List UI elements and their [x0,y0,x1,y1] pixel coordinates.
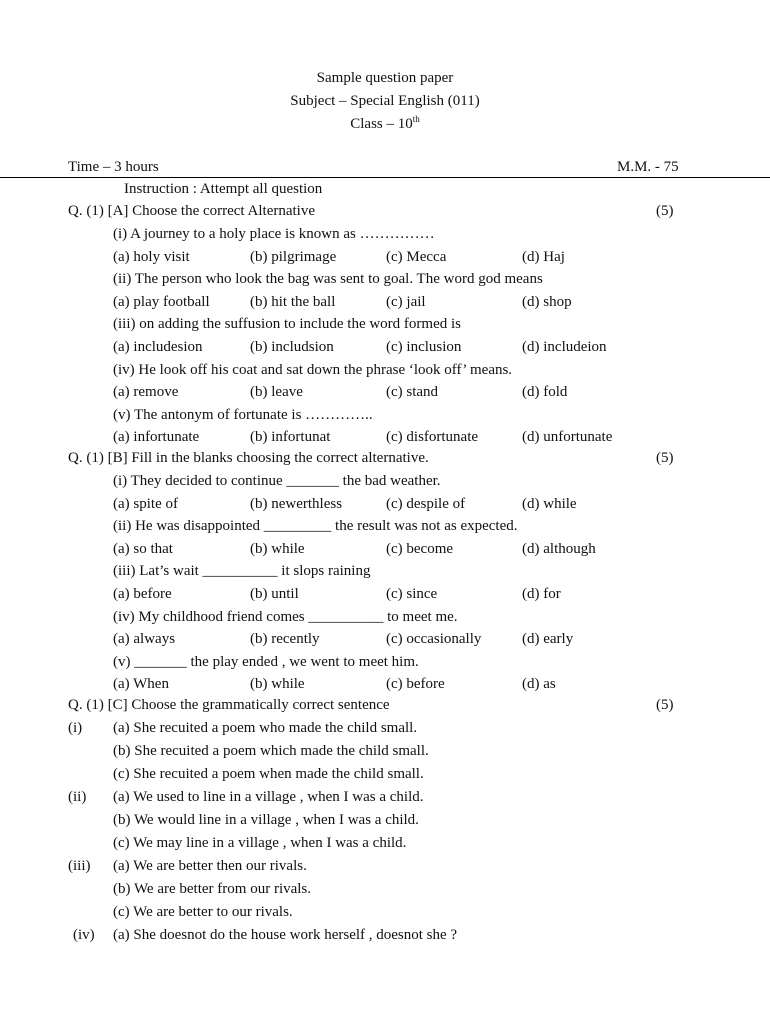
option-d: (d) shop [522,293,572,310]
section-c-heading: Q. (1) [C] Choose the grammatically correct sentence [68,697,390,713]
option-d: (d) early [522,631,574,648]
section-b-marks: (5) [656,450,674,466]
option-c: (c) before [386,676,445,693]
option-d: (d) includeion [522,339,607,355]
option-b: (b) while [250,676,305,693]
question-text: (ii) The person who look the bag was sent to goal. The word god means [113,271,543,288]
option-a: (a) includesion [113,339,203,355]
option-a: (a) holy visit [113,248,190,265]
option-c: (c) jail [386,293,426,310]
question-text: (iii) Lat’s wait __________ it slops raining [113,563,371,580]
option-d: (d) for [522,586,561,602]
header-divider [0,177,770,178]
sentence-option: (b) We would line in a village , when I was a child. [113,812,419,828]
option-b: (b) includsion [250,339,334,355]
option-a: (a) spite of [113,495,178,512]
time-label: Time – 3 hours [68,159,159,175]
sentence-option: (b) She recuited a poem which made the child small. [113,743,429,759]
option-b: (b) until [250,586,299,602]
option-c: (c) Mecca [386,248,447,265]
option-a: (a) infortunate [113,429,200,446]
section-a-marks: (5) [656,203,674,219]
sentence-option: (b) We are better from our rivals. [113,881,312,897]
sentence-option: (c) We are better to our rivals. [113,904,293,920]
option-b: (b) hit the ball [250,293,336,310]
subject-line: Subject – Special English (011) [290,93,480,109]
option-c: (c) disfortunate [386,429,479,446]
option-c: (c) occasionally [386,631,482,648]
question-text: (ii) He was disappointed _________ the result was not as expected. [113,518,518,535]
option-a: (a) before [113,586,172,602]
question-text: (iii) on adding the suffusion to include the word formed is [113,316,461,333]
question-text: (i) They decided to continue _______ the bad weather. [113,473,441,489]
option-b: (b) while [250,540,305,557]
sentence-option: (a) She recuited a poem who made the child small. [113,720,418,736]
sentence-option: (a) We are better then our rivals. [113,858,307,874]
sentence-option: (c) We may line in a village , when I was a child. [113,835,407,851]
sentence-group-number: (ii) [68,789,87,805]
option-c: (c) inclusion [386,339,462,355]
section-b-heading: Q. (1) [B] Fill in the blanks choosing the correct alternative. [68,450,429,466]
option-d: (d) fold [522,384,568,401]
option-a: (a) When [113,676,169,693]
sentence-option: (a) She doesnot do the house work herself , doesnot she ? [113,927,458,943]
option-a: (a) play football [113,293,210,310]
section-c-marks: (5) [656,697,674,713]
option-d: (d) as [522,676,556,693]
class-text: Class – 10 [350,116,413,132]
class-line [0,116,770,133]
option-c: (c) stand [386,384,439,401]
sentence-group-number: (i) [68,720,83,736]
option-b: (b) pilgrimage [250,248,337,265]
option-d: (d) while [522,495,577,512]
class-superscript: th [412,114,420,124]
sentence-group-number: (iv) [73,927,95,943]
question-text: (iv) He look off his coat and sat down the phrase ‘look off’ means. [113,361,513,378]
option-b: (b) recently [250,631,320,648]
option-c: (c) despile of [386,495,466,512]
option-c: (c) become [386,540,454,557]
sentence-option: (c) She recuited a poem when made the child small. [113,766,424,782]
question-text: (v) _______ the play ended , we went to meet him. [113,653,419,670]
question-text: (v) The antonym of fortunate is ………….. [113,406,373,423]
section-a-heading: Q. (1) [A] Choose the correct Alternative [68,203,315,219]
paper-title: Sample question paper [316,70,454,86]
option-b: (b) infortunat [250,429,331,446]
option-d: (d) although [522,540,596,557]
question-text: (iv) My childhood friend comes __________ to meet me. [113,608,458,625]
option-a: (a) always [113,631,176,648]
sentence-group-number: (iii) [68,858,91,874]
option-c: (c) since [386,586,438,602]
option-d: (d) Haj [522,248,565,265]
sentence-option: (a) We used to line in a village , when I was a child. [113,789,424,805]
option-d: (d) unfortunate [522,429,613,446]
max-marks-label: M.M. - 75 [617,159,679,175]
option-b: (b) leave [250,384,303,401]
question-text: (i) A journey to a holy place is known as …………… [113,226,435,242]
option-b: (b) newerthless [250,495,343,512]
option-a: (a) remove [113,384,179,401]
option-a: (a) so that [113,540,173,557]
instruction-text: Instruction : Attempt all question [124,181,323,197]
